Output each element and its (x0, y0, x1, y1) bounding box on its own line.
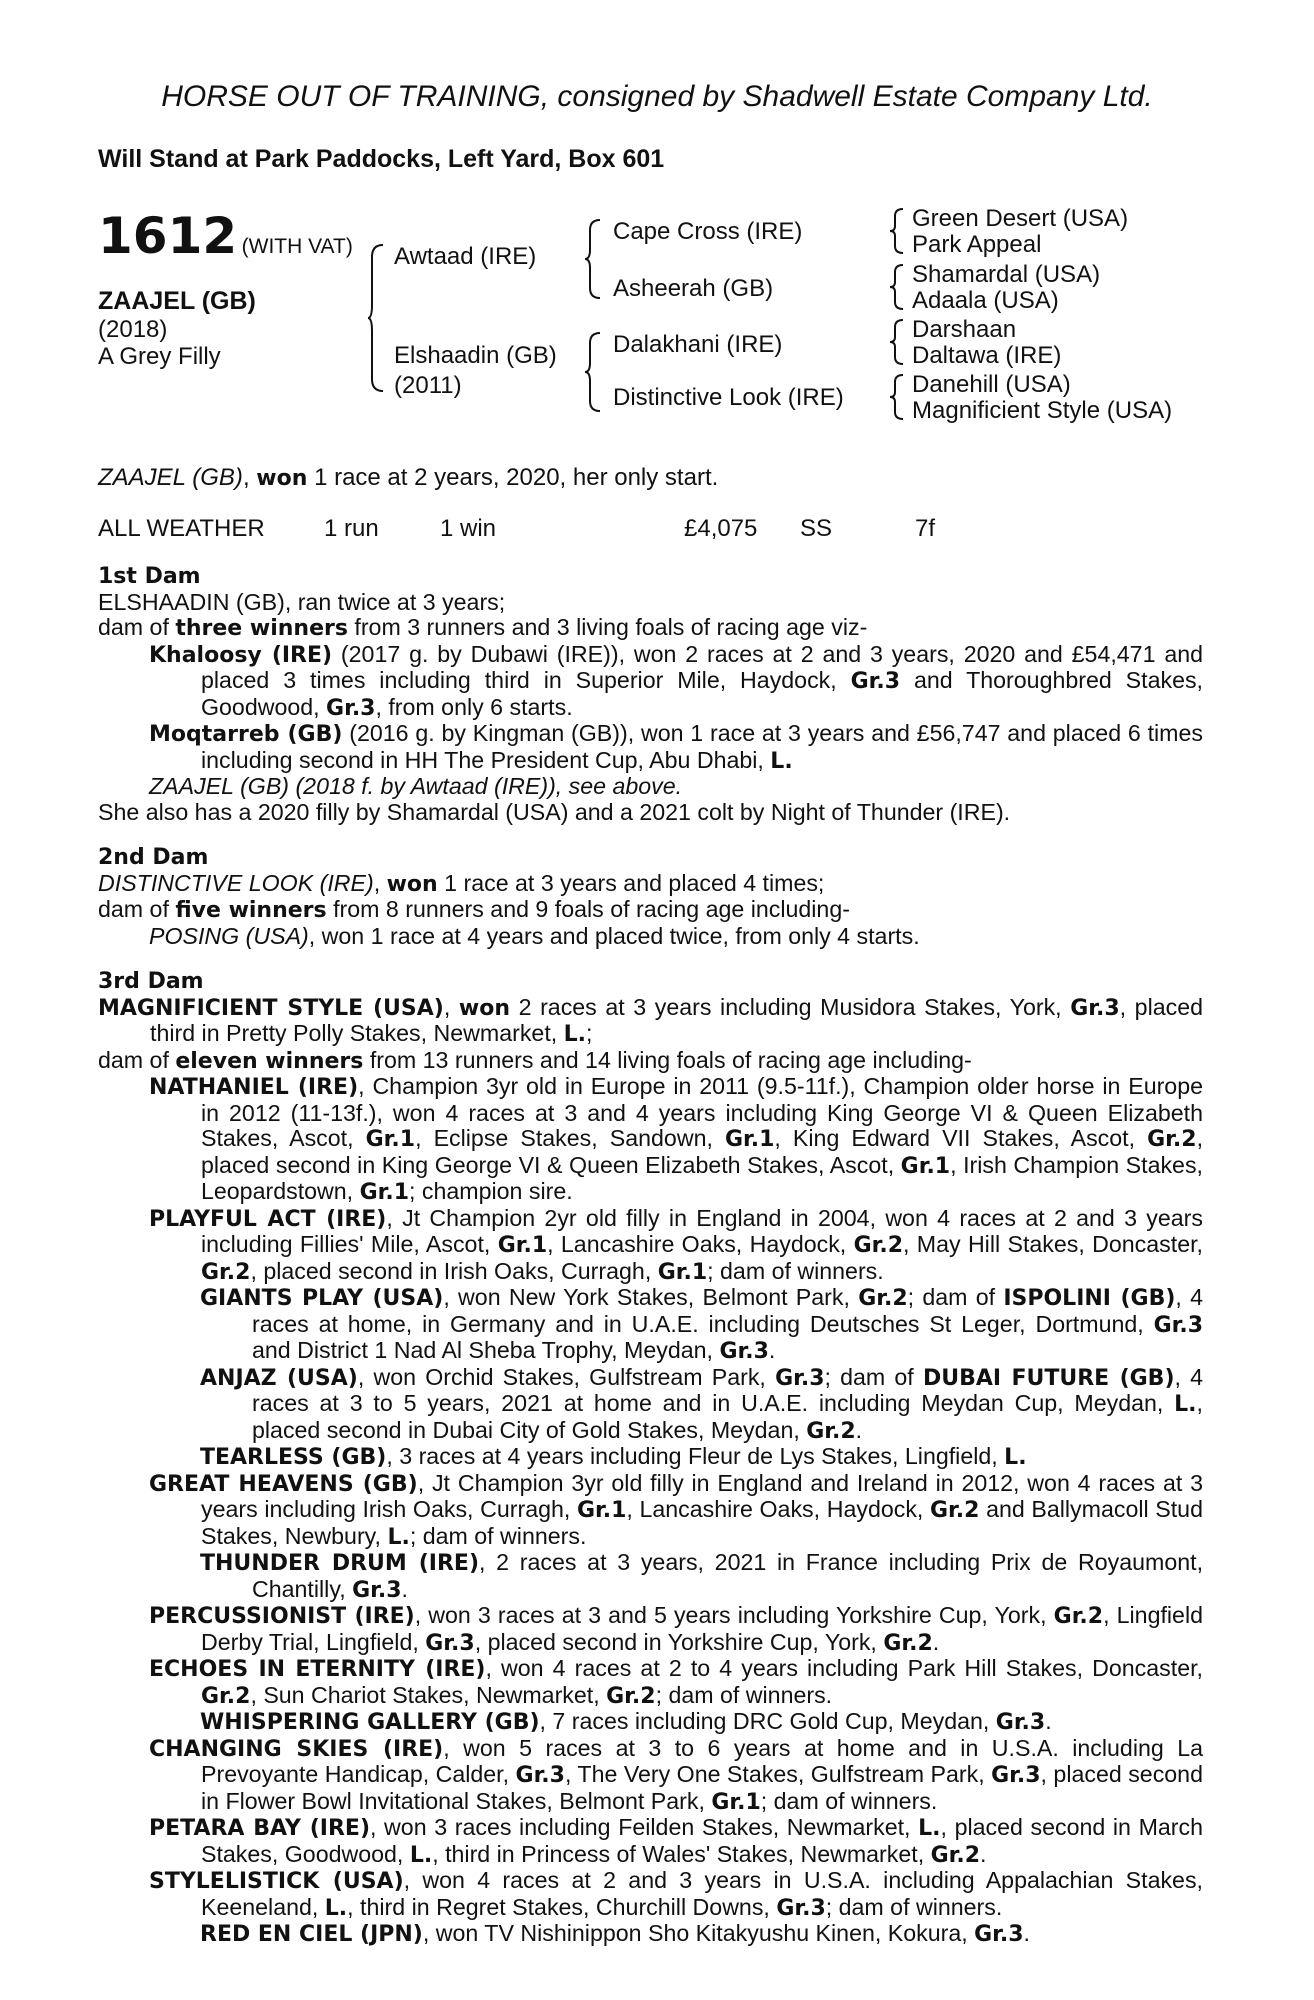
text-segment: , King Edward VII Stakes, Ascot, (774, 1125, 1148, 1151)
summary-won: won (256, 466, 308, 491)
pedigree-paragraph (98, 1921, 1203, 1948)
text-segment: . (980, 1840, 987, 1867)
pedigree-paragraph (98, 1709, 1203, 1736)
bold-text: Gr.3 (425, 1630, 475, 1656)
stand-location: Will Stand at Park Paddocks, Left Yard, Box 601 (98, 145, 665, 173)
text-segment: , won 3 races including Feilden Stakes, Newmarket, (370, 1814, 919, 1840)
text-segment: , placed second in Irish Oaks, Curragh, (250, 1257, 658, 1284)
text-segment: , Champion 3yr old in Europe in 2011 (9.5-11f.), Champion older horse in Europe in 2012 (11-13f.), won 4 races at 3 and 4 years including King George VI & Queen Elizabeth Stakes, Ascot, (201, 1073, 1203, 1151)
italic-text: DISTINCTIVE LOOK (IRE) (98, 869, 374, 896)
horse-description: A Grey Filly (98, 343, 221, 370)
stats-distance: 7f (915, 515, 936, 542)
stats-prize: £4,075 (684, 515, 758, 542)
text-segment: , Sun Chariot Stakes, Newmarket, (250, 1681, 607, 1708)
text-segment: , third in Princess of Wales' Stakes, Newmarket, (432, 1840, 931, 1867)
text-segment: , May Hill Stakes, Doncaster, (903, 1231, 1203, 1257)
bold-text: won (386, 871, 438, 897)
pedigree-paragraph (98, 1048, 1203, 1075)
text-segment: . (855, 1416, 863, 1443)
horse-year: (2018) (98, 316, 168, 343)
bold-text: Gr.1 (724, 1127, 775, 1152)
pedigree-paragraph (98, 924, 1203, 950)
text-segment: and District 1 Nad Al Sheba Trophy, Meydan, (252, 1337, 720, 1363)
pedigree-paragraph (98, 1550, 1203, 1603)
bold-text: L. (918, 1816, 941, 1841)
section-heading: 2nd Dam (98, 845, 209, 870)
bold-text: Moqtarreb (GB) (149, 722, 343, 747)
text-segment: , placed second in Flower Bowl Invitational Stakes, Belmont Park, (201, 1761, 1203, 1814)
pedigree-paragraph (98, 1365, 1203, 1445)
pedigree-sire: Awtaad (IRE) (394, 243, 537, 270)
bold-text: RED EN CIEL (JPN) (200, 1922, 423, 1947)
bold-text: Gr.2 (858, 1286, 908, 1311)
text-segment: , placed second in King George VI & Queen Elizabeth Stakes, Ascot, (201, 1125, 1204, 1178)
stats-code: SS (800, 515, 833, 542)
text-segment: , won 4 races at 2 to 4 years including Park Hill Stakes, Doncaster, (485, 1655, 1203, 1681)
bold-text: Gr.2 (930, 1842, 981, 1868)
bold-text: WHISPERING GALLERY (GB) (200, 1710, 540, 1735)
vat-note: (WITH VAT) (241, 235, 353, 258)
text-segment: ; dam of winners. (825, 1893, 1003, 1920)
text-segment: , placed third in Pretty Polly Stakes, Newmarket, (150, 993, 1203, 1046)
text-segment: . (1045, 1708, 1052, 1734)
bold-text: L. (770, 748, 793, 774)
bold-text: L. (324, 1895, 348, 1921)
text-segment: 1 race at 3 years and placed 4 times; (437, 869, 825, 896)
pedigree-paragraph (98, 590, 1203, 616)
lot-number: 1612 (98, 207, 238, 265)
pedigree-paragraph (98, 1656, 1203, 1709)
bold-text: THUNDER DRUM (IRE) (200, 1551, 480, 1576)
bold-text: L. (387, 1524, 410, 1550)
bold-text: eleven winners (175, 1048, 364, 1074)
text-segment: , 4 races at 3 to 5 years, 2021 at home and in U.A.E. including Meydan Cup, Meydan, (252, 1363, 1204, 1416)
text-segment: , from only 6 starts. (375, 693, 573, 720)
text-segment: , Jt Champion 3yr old filly in England and Ireland in 2012, won 4 races at 3 years including Irish Oaks, Curragh, (201, 1469, 1204, 1522)
text-segment: , won Orchid Stakes, Gulfstream Park, (357, 1363, 776, 1390)
bold-text: Gr.2 (930, 1498, 980, 1523)
text-segment: from 3 runners and 3 living foals of racing age viz- (347, 614, 868, 640)
pedigree-sds: Shamardal (USA) (912, 261, 1101, 288)
bold-text: Gr.2 (606, 1683, 656, 1709)
pedigree-brace-ss (888, 207, 906, 255)
bold-text: Gr.3 (326, 695, 376, 721)
text-segment: , Lancashire Oaks, Haydock, (547, 1231, 854, 1257)
text-segment: , Irish Champion Stakes, Leopardstown, (201, 1151, 1203, 1204)
pedigree-paragraph (98, 1603, 1203, 1656)
pedigree-paragraph (98, 897, 1203, 924)
bold-text: ANJAZ (USA) (200, 1365, 358, 1391)
pedigree-sdd: Adaala (USA) (912, 287, 1059, 314)
bold-text: ISPOLINI (GB) (1003, 1286, 1176, 1311)
text-segment: ; dam of winners. (707, 1257, 884, 1284)
pedigree-paragraph (98, 1285, 1203, 1365)
bold-text: ECHOES IN ETERNITY (IRE) (149, 1657, 486, 1682)
text-segment: , 3 races at 4 years including Fleur de Lys Stakes, Lingfield, (386, 1443, 1005, 1469)
bold-text: GREAT HEAVENS (GB) (149, 1471, 418, 1497)
text-segment: ; dam of winners. (409, 1522, 587, 1549)
pedigree-brace-sire (584, 218, 604, 300)
section-heading: 1st Dam (98, 564, 201, 589)
text-segment: , placed second in March Stakes, Goodwood, (201, 1814, 1203, 1867)
text-segment: , 4 races at home, in Germany and in U.A.E. including Deutsches St Leger, Dortmund, (252, 1284, 1203, 1337)
text-segment: , won 1 race at 4 years and placed twice, from only 4 starts. (308, 922, 920, 949)
pedigree-paragraph (98, 615, 1203, 642)
text-segment: and Ballymacoll Stud Stakes, Newbury, (201, 1496, 1203, 1549)
consignor-line: HORSE OUT OF TRAINING, consigned by Shadwell Estate Company Ltd. (161, 80, 1153, 113)
bold-text: PETARA BAY (IRE) (149, 1816, 370, 1841)
bold-text: Gr.3 (515, 1763, 565, 1788)
bold-text: Gr.3 (1153, 1312, 1203, 1338)
pedigree-sire-sire: Cape Cross (IRE) (613, 218, 803, 245)
text-segment: ; dam of (907, 1284, 1004, 1310)
family-details (98, 564, 1203, 1948)
bold-text: Gr.3 (991, 1763, 1041, 1788)
text-segment: dam of (98, 896, 176, 922)
pedigree-brace-sd (888, 263, 906, 311)
pedigree-paragraph (98, 871, 1203, 898)
bold-text: Gr.2 (853, 1233, 904, 1258)
stats-surface: ALL WEATHER (98, 515, 265, 542)
bold-text: Gr.2 (1053, 1604, 1104, 1629)
summary-text: 1 race at 2 years, 2020, her only start. (314, 464, 719, 491)
bold-text: PERCUSSIONIST (IRE) (149, 1604, 415, 1629)
text-segment: , 7 races including DRC Gold Cup, Meydan, (539, 1708, 996, 1734)
text-segment: dam of (98, 1046, 176, 1073)
text-segment: dam of (98, 614, 176, 640)
pedigree-paragraph (98, 1815, 1203, 1868)
pedigree-brace-dam (584, 331, 604, 413)
pedigree-brace-main (367, 243, 387, 393)
bold-text: Gr.2 (1147, 1127, 1197, 1152)
text-segment: , placed second in Dubai City of Gold Stakes, Meydan, (252, 1390, 1203, 1443)
text-segment: ; champion sire. (409, 1178, 573, 1204)
bold-text: Gr.3 (850, 669, 901, 694)
stats-runs: 1 run (324, 515, 379, 542)
bold-text: DUBAI FUTURE (GB) (922, 1365, 1175, 1391)
race-summary: ZAAJEL (GB), won 1 race at 2 years, 2020, her only start. (98, 464, 719, 491)
pedigree-paragraph (98, 1868, 1203, 1921)
text-segment: . (768, 1337, 776, 1363)
text-segment: . (1023, 1920, 1030, 1946)
pedigree-paragraph (98, 1736, 1203, 1816)
italic-text: POSING (USA) (149, 922, 309, 949)
bold-text: Gr.1 (900, 1153, 951, 1179)
section-heading: 3rd Dam (98, 969, 204, 994)
text-segment: from 13 runners and 14 living foals of racing age including- (363, 1046, 972, 1073)
text-segment: . (932, 1628, 940, 1655)
text-segment: (2016 g. by Kingman (GB)), won 1 race at 3 years and £56,747 and placed 6 times including second in HH The President Cup, Abu Dhabi, (201, 720, 1203, 773)
pedigree-dsd: Daltawa (IRE) (912, 342, 1062, 369)
pedigree-paragraph (98, 800, 1203, 826)
bold-text: Gr.2 (883, 1630, 933, 1656)
text-segment: ; dam of winners. (655, 1681, 833, 1708)
bold-text: Gr.1 (497, 1233, 548, 1258)
pedigree-dam: Elshaadin (GB) (394, 342, 557, 369)
text-segment: , won New York Stakes, Belmont Park, (443, 1284, 859, 1310)
pedigree-dam-sire: Dalakhani (IRE) (613, 331, 783, 358)
bold-text: Gr.1 (657, 1259, 708, 1285)
italic-text: ZAAJEL (GB) (2018 f. by Awtaad (IRE)), see above. (149, 773, 683, 799)
stats-wins: 1 win (440, 515, 497, 542)
bold-text: Gr.1 (576, 1498, 627, 1523)
bold-text: five winners (175, 898, 327, 923)
text-segment: ; dam of winners. (760, 1787, 938, 1814)
text-segment: , won 4 races at 2 and 3 years in U.S.A. including Appalachian Stakes, Keeneland, (201, 1867, 1203, 1920)
text-segment: , won TV Nishinippon Sho Kitakyushu Kinen, Kokura, (422, 1920, 975, 1946)
bold-text: STYLELISTICK (USA) (149, 1869, 404, 1894)
lot-header (98, 207, 353, 265)
bold-text: Gr.1 (359, 1180, 409, 1205)
pedigree-paragraph (98, 1471, 1203, 1551)
text-segment: She also has a 2020 filly by Shamardal (USA) and a 2021 colt by Night of Thunder (IRE). (98, 798, 1011, 825)
pedigree-paragraph (98, 774, 1203, 800)
pedigree-brace-dd (888, 373, 906, 421)
text-segment: , placed second in Yorkshire Cup, York, (474, 1628, 884, 1655)
pedigree-paragraph (98, 721, 1203, 774)
bold-text: Gr.3 (995, 1710, 1046, 1735)
text-segment: , (373, 869, 387, 896)
bold-text: MAGNIFICIENT STYLE (USA) (98, 995, 444, 1021)
pedigree-ssd: Park Appeal (912, 231, 1042, 258)
bold-text: Khaloosy (IRE) (149, 642, 333, 668)
pedigree-dam-dam: Distinctive Look (IRE) (613, 384, 844, 411)
pedigree-dds: Danehill (USA) (912, 371, 1071, 398)
text-segment: ; (586, 1020, 593, 1046)
bold-text: won (458, 995, 510, 1021)
bold-text: Gr.3 (974, 1922, 1024, 1947)
pedigree-paragraph (98, 1206, 1203, 1286)
text-segment: , won 3 races at 3 and 5 years including Yorkshire Cup, York, (414, 1602, 1054, 1628)
pedigree-paragraph (98, 1444, 1203, 1471)
bold-text: TEARLESS (GB) (200, 1445, 387, 1470)
text-segment: 2 races at 3 years including Musidora Stakes, York, (510, 993, 1071, 1020)
pedigree-sss: Green Desert (USA) (912, 205, 1129, 232)
bold-text: Gr.2 (806, 1418, 856, 1444)
text-segment: , third in Regret Stakes, Churchill Downs, (347, 1893, 777, 1920)
bold-text: Gr.1 (365, 1127, 416, 1152)
pedigree-paragraph (98, 642, 1203, 722)
bold-text: GIANTS PLAY (USA) (200, 1286, 444, 1311)
horse-name: ZAAJEL (GB) (98, 287, 256, 315)
bold-text: Gr.3 (352, 1577, 402, 1603)
pedigree-dss: Darshaan (912, 316, 1017, 343)
bold-text: L. (409, 1842, 433, 1868)
text-segment: , Lingfield Derby Trial, Lingfield, (201, 1602, 1203, 1655)
bold-text: Gr.3 (719, 1339, 769, 1364)
pedigree-brace-ds (888, 318, 906, 366)
pedigree-sire-dam: Asheerah (GB) (613, 275, 774, 302)
text-segment: , The Very One Stakes, Gulfstream Park, (564, 1761, 992, 1787)
bold-text: Gr.2 (201, 1683, 251, 1709)
bold-text: L. (1004, 1445, 1027, 1470)
bold-text: Gr.3 (1070, 995, 1120, 1021)
bold-text: PLAYFUL ACT (IRE) (149, 1206, 387, 1232)
text-segment: (2017 g. by Dubawi (IRE)), won 2 races at 2 and 3 years, 2020 and £54,471 and placed 3 times including third in Superior Mile, Haydock, (201, 640, 1204, 693)
summary-horse-name: ZAAJEL (GB) (98, 464, 243, 491)
bold-text: Gr.2 (201, 1259, 251, 1285)
bold-text: NATHANIEL (IRE) (149, 1075, 359, 1100)
bold-text: Gr.3 (775, 1365, 825, 1391)
bold-text: Gr.3 (776, 1895, 826, 1921)
text-segment: from 8 runners and 9 foals of racing age including- (326, 896, 850, 922)
text-segment: , won 5 races at 3 to 6 years at home and in U.S.A. including La Prevoyante Handicap, Calder, (201, 1734, 1203, 1787)
bold-text: CHANGING SKIES (IRE) (149, 1736, 444, 1762)
bold-text: L. (563, 1022, 587, 1047)
text-segment: . (401, 1575, 408, 1602)
pedigree-ddd: Magnificient Style (USA) (912, 397, 1173, 424)
pedigree-paragraph (98, 1074, 1203, 1206)
text-segment: , 2 races at 3 years, 2021 in France including Prix de Royaumont, Chantilly, (252, 1549, 1204, 1602)
text-segment: ELSHAADIN (GB), ran twice at 3 years; (98, 588, 506, 615)
text-segment: , Jt Champion 2yr old filly in England in 2004, won 4 races at 2 and 3 years including Fillies' Mile, Ascot, (201, 1204, 1204, 1257)
text-segment: and Thoroughbred Stakes, Goodwood, (201, 667, 1203, 720)
bold-text: Gr.1 (711, 1789, 761, 1815)
bold-text: three winners (175, 616, 348, 641)
text-segment: , (443, 993, 459, 1020)
pedigree-paragraph (98, 995, 1203, 1048)
bold-text: L. (1174, 1392, 1197, 1417)
text-segment: , Lancashire Oaks, Haydock, (626, 1496, 930, 1522)
pedigree-dam-year: (2011) (394, 372, 462, 399)
text-segment: ; dam of (824, 1363, 923, 1390)
text-segment: , Eclipse Stakes, Sandown, (415, 1125, 725, 1151)
